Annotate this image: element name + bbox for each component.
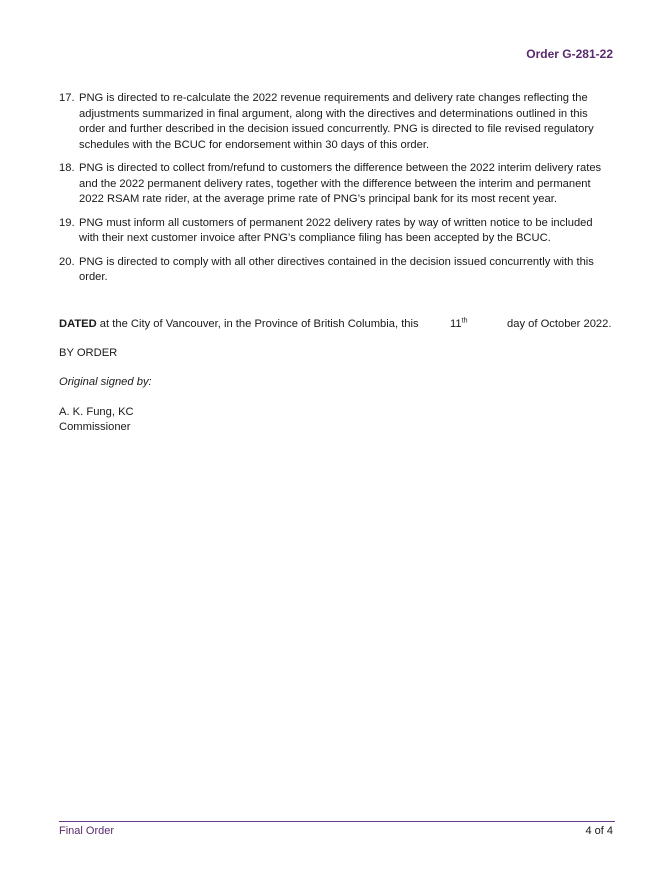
item-text: PNG is directed to comply with all other directives contained in the decision issued concurrently with this order. bbox=[79, 255, 594, 283]
signature-block bbox=[59, 405, 134, 435]
by-order-label: BY ORDER bbox=[59, 347, 118, 359]
item-number: 20. bbox=[59, 255, 75, 268]
dated-label: DATED bbox=[59, 318, 97, 330]
list-item bbox=[59, 216, 615, 247]
item-number: 18. bbox=[59, 162, 75, 174]
dated-line bbox=[59, 317, 615, 332]
item-text: PNG is directed to re-calculate the 2022 revenue requirements and delivery rate changes reflecting the adjustments summarized in final argument, along with the directives and determinations outlined in this order and further described in the decision issued concurrently. PNG is directed to file revised regulatory schedules with the BCUC for endorsement within 30 days of this order. bbox=[79, 92, 594, 151]
footer-label: Final Order bbox=[59, 825, 115, 837]
item-number: 17. bbox=[59, 92, 75, 104]
dated-location: at the City of Vancouver, in the Province of British Columbia, this bbox=[96, 318, 419, 330]
item-text: PNG must inform all customers of permanent 2022 delivery rates by way of written notice to be included with their next customer invoice after PNG’s compliance filing has been accepted by the BCUC. bbox=[79, 216, 593, 244]
order-number: Order G-281-22 bbox=[526, 47, 613, 61]
signer-title: Commissioner bbox=[59, 421, 131, 433]
item-number: 19. bbox=[59, 216, 75, 229]
footer-divider bbox=[59, 821, 615, 822]
day-number: 11 bbox=[450, 318, 462, 330]
dated-month-year: day of October 2022. bbox=[507, 318, 612, 330]
page-number: 4 of 4 bbox=[585, 825, 613, 837]
list-item bbox=[59, 255, 615, 286]
signer-name: A. K. Fung, KC bbox=[59, 406, 134, 418]
list-item bbox=[59, 91, 615, 153]
item-text: PNG is directed to collect from/refund to customers the difference between the 2022 interim delivery rates and the 2022 permanent delivery rates, together with the difference between the interim and permanent 2022 RSAM rate rider, at the average prime rate of PNG’s principal bank for its most recent year. bbox=[79, 162, 602, 205]
day-suffix: th bbox=[461, 317, 468, 325]
directive-list bbox=[59, 91, 615, 294]
list-item bbox=[59, 161, 615, 208]
signed-note: Original signed by: bbox=[59, 376, 152, 388]
dated-day bbox=[450, 317, 467, 332]
